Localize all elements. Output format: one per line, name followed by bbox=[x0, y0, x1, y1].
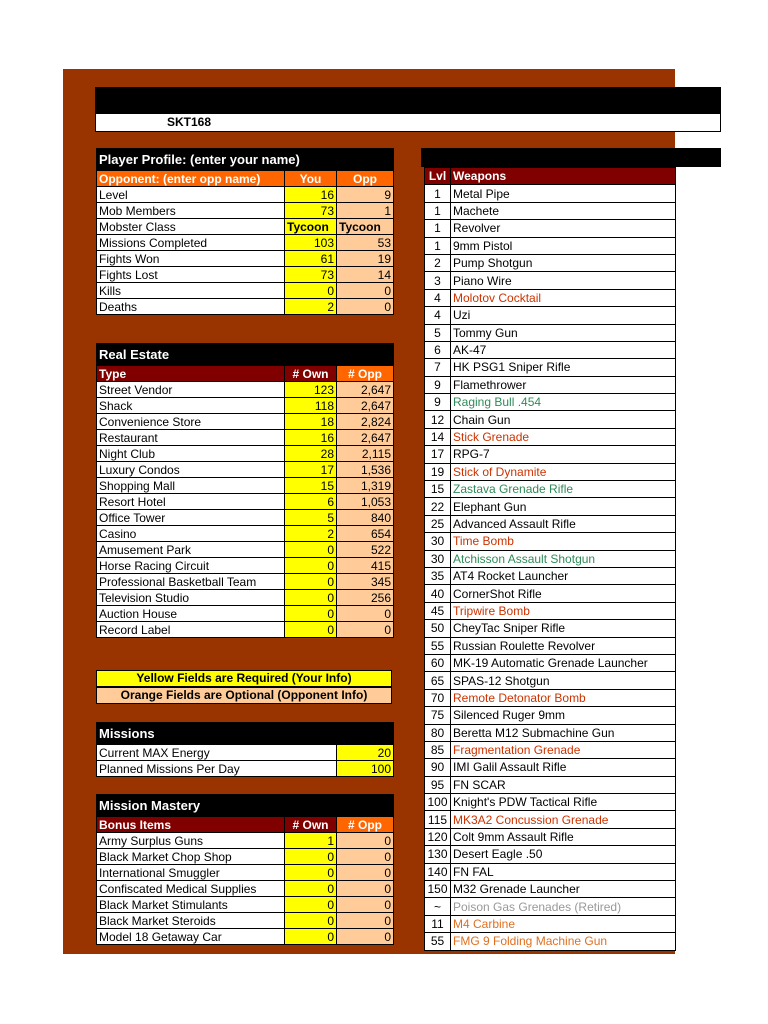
profile-title: Player Profile: (enter your name) bbox=[97, 149, 394, 171]
property-own[interactable]: 16 bbox=[285, 430, 337, 446]
missions-label: Planned Missions Per Day bbox=[97, 761, 337, 777]
weapon-row bbox=[425, 828, 676, 845]
property-opp[interactable]: 2,115 bbox=[337, 446, 394, 462]
profile-label: Level bbox=[97, 187, 285, 203]
property-own[interactable]: 0 bbox=[285, 622, 337, 638]
property-own[interactable]: 18 bbox=[285, 414, 337, 430]
real-estate-row bbox=[97, 414, 394, 430]
weapon-name: Remote Detonator Bomb bbox=[451, 689, 676, 706]
profile-row bbox=[97, 299, 394, 315]
bonus-item-name: Model 18 Getaway Car bbox=[97, 929, 285, 945]
weapon-level: 65 bbox=[425, 672, 451, 689]
weapon-name: Knight's PDW Tactical Rifle bbox=[451, 794, 676, 811]
bonus-item-own[interactable]: 0 bbox=[285, 913, 337, 929]
weapon-level: 9 bbox=[425, 394, 451, 411]
legend-orange: Orange Fields are Optional (Opponent Info) bbox=[96, 687, 392, 704]
weapon-row bbox=[425, 550, 676, 567]
property-own[interactable]: 123 bbox=[285, 382, 337, 398]
real-estate-row bbox=[97, 494, 394, 510]
weapon-level: 35 bbox=[425, 567, 451, 584]
property-type: Auction House bbox=[97, 606, 285, 622]
weapon-name: M32 Grenade Launcher bbox=[451, 881, 676, 898]
weapon-row bbox=[425, 654, 676, 671]
bonus-item-name: Black Market Stimulants bbox=[97, 897, 285, 913]
profile-row bbox=[97, 187, 394, 203]
weapon-row bbox=[425, 724, 676, 741]
weapon-name: Uzi bbox=[451, 307, 676, 324]
weapon-level: ~ bbox=[425, 898, 451, 915]
missions-value[interactable]: 20 bbox=[337, 745, 394, 761]
col-own: # Own bbox=[285, 817, 337, 833]
weapon-row bbox=[425, 759, 676, 776]
weapon-level: 95 bbox=[425, 776, 451, 793]
weapon-name: Elephant Gun bbox=[451, 498, 676, 515]
bonus-item-own[interactable]: 0 bbox=[285, 897, 337, 913]
weapon-level: 1 bbox=[425, 237, 451, 254]
weapon-row bbox=[425, 202, 676, 219]
weapon-name: Tripwire Bomb bbox=[451, 602, 676, 619]
profile-opp-value[interactable]: 0 bbox=[337, 283, 394, 299]
weapon-level: 45 bbox=[425, 602, 451, 619]
profile-opp-value[interactable]: Tycoon bbox=[337, 219, 394, 235]
property-opp[interactable]: 345 bbox=[337, 574, 394, 590]
weapon-name: RPG-7 bbox=[451, 446, 676, 463]
weapon-row bbox=[425, 481, 676, 498]
weapon-name: HK PSG1 Sniper Rifle bbox=[451, 359, 676, 376]
weapon-name: Zastava Grenade Rifle bbox=[451, 481, 676, 498]
real-estate-table bbox=[96, 343, 394, 638]
weapon-row bbox=[425, 689, 676, 706]
bonus-item-own[interactable]: 0 bbox=[285, 865, 337, 881]
bonus-item-opp[interactable]: 0 bbox=[337, 833, 394, 849]
profile-row bbox=[97, 251, 394, 267]
property-opp[interactable]: 1,053 bbox=[337, 494, 394, 510]
weapon-level: 70 bbox=[425, 689, 451, 706]
real-estate-title: Real Estate bbox=[97, 344, 394, 366]
player-name-bar bbox=[95, 113, 721, 132]
property-own[interactable]: 0 bbox=[285, 590, 337, 606]
weapon-name: AT4 Rocket Launcher bbox=[451, 567, 676, 584]
weapon-row bbox=[425, 411, 676, 428]
weapon-row bbox=[425, 602, 676, 619]
profile-label: Fights Won bbox=[97, 251, 285, 267]
bonus-item-opp[interactable]: 0 bbox=[337, 913, 394, 929]
weapon-row bbox=[425, 498, 676, 515]
property-type: Amusement Park bbox=[97, 542, 285, 558]
mastery-title: Mission Mastery bbox=[97, 795, 394, 817]
profile-label: Fights Lost bbox=[97, 267, 285, 283]
weapon-row bbox=[425, 394, 676, 411]
bonus-item-row bbox=[97, 865, 394, 881]
bonus-item-name: Confiscated Medical Supplies bbox=[97, 881, 285, 897]
weapon-level: 6 bbox=[425, 341, 451, 358]
bonus-item-row bbox=[97, 849, 394, 865]
weapon-level: 25 bbox=[425, 515, 451, 532]
real-estate-row bbox=[97, 622, 394, 638]
weapon-row bbox=[425, 863, 676, 880]
weapon-level: 60 bbox=[425, 654, 451, 671]
col-weapons: Weapons bbox=[451, 168, 676, 185]
weapon-name: M4 Carbine bbox=[451, 915, 676, 932]
weapon-level: 17 bbox=[425, 446, 451, 463]
weapon-row bbox=[425, 846, 676, 863]
weapon-name: FMG 9 Folding Machine Gun bbox=[451, 933, 676, 950]
profile-row bbox=[97, 219, 394, 235]
bonus-item-name: International Smuggler bbox=[97, 865, 285, 881]
weapon-row bbox=[425, 672, 676, 689]
property-own[interactable]: 0 bbox=[285, 606, 337, 622]
weapon-level: 55 bbox=[425, 933, 451, 950]
weapon-level: 22 bbox=[425, 498, 451, 515]
weapon-name: FN FAL bbox=[451, 863, 676, 880]
weapon-name: Revolver bbox=[451, 220, 676, 237]
weapon-name: Time Bomb bbox=[451, 533, 676, 550]
weapon-row bbox=[425, 915, 676, 932]
profile-you-value[interactable]: 2 bbox=[285, 299, 337, 315]
weapon-row bbox=[425, 794, 676, 811]
property-own[interactable]: 0 bbox=[285, 574, 337, 590]
weapon-level: 9 bbox=[425, 376, 451, 393]
weapon-name: Machete bbox=[451, 202, 676, 219]
weapon-level: 150 bbox=[425, 881, 451, 898]
weapon-row bbox=[425, 359, 676, 376]
profile-opp-value[interactable]: 14 bbox=[337, 267, 394, 283]
missions-row bbox=[97, 745, 394, 761]
bonus-item-opp[interactable]: 0 bbox=[337, 881, 394, 897]
profile-you-value[interactable]: Tycoon bbox=[285, 219, 337, 235]
real-estate-row bbox=[97, 446, 394, 462]
property-opp[interactable]: 256 bbox=[337, 590, 394, 606]
profile-label: Missions Completed bbox=[97, 235, 285, 251]
col-own: # Own bbox=[285, 366, 337, 382]
weapon-row bbox=[425, 185, 676, 202]
opponent-name-cell[interactable]: Opponent: (enter opp name) bbox=[97, 171, 285, 187]
weapon-row bbox=[425, 515, 676, 532]
weapon-name: MK3A2 Concussion Grenade bbox=[451, 811, 676, 828]
profile-you-value[interactable]: 73 bbox=[285, 203, 337, 219]
profile-table bbox=[96, 148, 394, 315]
weapon-level: 7 bbox=[425, 359, 451, 376]
real-estate-row bbox=[97, 430, 394, 446]
bonus-item-name: Black Market Chop Shop bbox=[97, 849, 285, 865]
property-opp[interactable]: 2,647 bbox=[337, 398, 394, 414]
col-opp: Opp bbox=[337, 171, 394, 187]
property-type: Night Club bbox=[97, 446, 285, 462]
weapon-row bbox=[425, 289, 676, 306]
property-own[interactable]: 0 bbox=[285, 542, 337, 558]
real-estate-row bbox=[97, 526, 394, 542]
property-type: Shopping Mall bbox=[97, 478, 285, 494]
weapon-row bbox=[425, 811, 676, 828]
weapon-level: 90 bbox=[425, 759, 451, 776]
bonus-item-row bbox=[97, 833, 394, 849]
bonus-item-own[interactable]: 0 bbox=[285, 881, 337, 897]
weapon-row bbox=[425, 376, 676, 393]
legend-yellow: Yellow Fields are Required (Your Info) bbox=[96, 670, 392, 687]
weapons-title-bar bbox=[421, 148, 721, 167]
bonus-item-row bbox=[97, 897, 394, 913]
real-estate-row bbox=[97, 542, 394, 558]
property-opp[interactable]: 654 bbox=[337, 526, 394, 542]
bonus-item-opp[interactable]: 0 bbox=[337, 929, 394, 945]
col-opp: # Opp bbox=[337, 817, 394, 833]
property-opp[interactable]: 0 bbox=[337, 622, 394, 638]
player-name: SKT168 bbox=[167, 115, 212, 129]
weapon-name: SPAS-12 Shotgun bbox=[451, 672, 676, 689]
weapon-level: 5 bbox=[425, 324, 451, 341]
weapon-row bbox=[425, 533, 676, 550]
col-type: Type bbox=[97, 366, 285, 382]
weapon-level: 80 bbox=[425, 724, 451, 741]
profile-label: Mobster Class bbox=[97, 219, 285, 235]
property-own[interactable]: 17 bbox=[285, 462, 337, 478]
bonus-item-name: Black Market Steroids bbox=[97, 913, 285, 929]
col-you: You bbox=[285, 171, 337, 187]
property-opp[interactable]: 2,647 bbox=[337, 430, 394, 446]
property-opp[interactable]: 2,824 bbox=[337, 414, 394, 430]
property-opp[interactable]: 1,536 bbox=[337, 462, 394, 478]
property-opp[interactable]: 2,647 bbox=[337, 382, 394, 398]
property-opp[interactable]: 840 bbox=[337, 510, 394, 526]
weapon-row bbox=[425, 341, 676, 358]
weapon-row bbox=[425, 620, 676, 637]
weapon-level: 1 bbox=[425, 220, 451, 237]
property-type: Luxury Condos bbox=[97, 462, 285, 478]
property-type: Horse Racing Circuit bbox=[97, 558, 285, 574]
weapon-level: 15 bbox=[425, 481, 451, 498]
real-estate-row bbox=[97, 590, 394, 606]
weapon-name: Molotov Cocktail bbox=[451, 289, 676, 306]
property-opp[interactable]: 0 bbox=[337, 606, 394, 622]
weapon-row bbox=[425, 463, 676, 480]
weapon-row bbox=[425, 567, 676, 584]
weapon-row bbox=[425, 881, 676, 898]
profile-opp-value[interactable]: 53 bbox=[337, 235, 394, 251]
property-type: Convenience Store bbox=[97, 414, 285, 430]
profile-opp-value[interactable]: 0 bbox=[337, 299, 394, 315]
weapon-row bbox=[425, 254, 676, 271]
weapon-row bbox=[425, 324, 676, 341]
property-type: Street Vendor bbox=[97, 382, 285, 398]
weapon-level: 100 bbox=[425, 794, 451, 811]
profile-row bbox=[97, 235, 394, 251]
property-type: Professional Basketball Team bbox=[97, 574, 285, 590]
property-type: Casino bbox=[97, 526, 285, 542]
profile-you-value[interactable]: 0 bbox=[285, 283, 337, 299]
weapon-name: Beretta M12 Submachine Gun bbox=[451, 724, 676, 741]
weapon-row bbox=[425, 220, 676, 237]
weapon-row bbox=[425, 446, 676, 463]
real-estate-row bbox=[97, 606, 394, 622]
weapon-level: 50 bbox=[425, 620, 451, 637]
weapon-level: 55 bbox=[425, 637, 451, 654]
weapon-name: CheyTac Sniper Rifle bbox=[451, 620, 676, 637]
real-estate-row bbox=[97, 462, 394, 478]
weapon-row bbox=[425, 585, 676, 602]
weapon-row bbox=[425, 237, 676, 254]
profile-label: Deaths bbox=[97, 299, 285, 315]
weapon-name: Stick Grenade bbox=[451, 428, 676, 445]
property-own[interactable]: 0 bbox=[285, 558, 337, 574]
weapon-name: Atchisson Assault Shotgun bbox=[451, 550, 676, 567]
bonus-item-name: Army Surplus Guns bbox=[97, 833, 285, 849]
weapon-row bbox=[425, 898, 676, 915]
weapon-row bbox=[425, 428, 676, 445]
missions-table bbox=[96, 722, 394, 777]
col-lvl: Lvl bbox=[425, 168, 451, 185]
weapon-name: Poison Gas Grenades (Retired) bbox=[451, 898, 676, 915]
bonus-item-row bbox=[97, 929, 394, 945]
property-opp[interactable]: 522 bbox=[337, 542, 394, 558]
weapon-name: Colt 9mm Assault Rifle bbox=[451, 828, 676, 845]
profile-you-value[interactable]: 61 bbox=[285, 251, 337, 267]
weapon-name: Piano Wire bbox=[451, 272, 676, 289]
bonus-item-opp[interactable]: 0 bbox=[337, 849, 394, 865]
bonus-item-row bbox=[97, 881, 394, 897]
property-type: Record Label bbox=[97, 622, 285, 638]
weapon-name: Metal Pipe bbox=[451, 185, 676, 202]
weapon-level: 2 bbox=[425, 254, 451, 271]
missions-value[interactable]: 100 bbox=[337, 761, 394, 777]
weapon-level: 1 bbox=[425, 185, 451, 202]
property-own[interactable]: 28 bbox=[285, 446, 337, 462]
profile-you-value[interactable]: 16 bbox=[285, 187, 337, 203]
profile-opp-value[interactable]: 19 bbox=[337, 251, 394, 267]
profile-label: Mob Members bbox=[97, 203, 285, 219]
weapon-name: MK-19 Automatic Grenade Launcher bbox=[451, 654, 676, 671]
weapon-level: 85 bbox=[425, 741, 451, 758]
property-type: Restaurant bbox=[97, 430, 285, 446]
real-estate-row bbox=[97, 382, 394, 398]
property-type: Shack bbox=[97, 398, 285, 414]
profile-opp-value[interactable]: 1 bbox=[337, 203, 394, 219]
property-own[interactable]: 118 bbox=[285, 398, 337, 414]
weapon-row bbox=[425, 707, 676, 724]
weapon-name: Advanced Assault Rifle bbox=[451, 515, 676, 532]
real-estate-row bbox=[97, 558, 394, 574]
profile-row bbox=[97, 267, 394, 283]
property-own[interactable]: 2 bbox=[285, 526, 337, 542]
col-bonus-items: Bonus Items bbox=[97, 817, 285, 833]
mastery-table bbox=[96, 794, 394, 945]
property-type: Office Tower bbox=[97, 510, 285, 526]
weapon-level: 11 bbox=[425, 915, 451, 932]
weapon-level: 14 bbox=[425, 428, 451, 445]
profile-label: Kills bbox=[97, 283, 285, 299]
weapon-name: AK-47 bbox=[451, 341, 676, 358]
real-estate-row bbox=[97, 478, 394, 494]
weapon-level: 140 bbox=[425, 863, 451, 880]
weapon-name: IMI Galil Assault Rifle bbox=[451, 759, 676, 776]
missions-title: Missions bbox=[97, 723, 394, 745]
title-bar bbox=[95, 87, 721, 113]
weapon-level: 4 bbox=[425, 289, 451, 306]
property-opp[interactable]: 415 bbox=[337, 558, 394, 574]
property-own[interactable]: 5 bbox=[285, 510, 337, 526]
weapon-name: 9mm Pistol bbox=[451, 237, 676, 254]
weapon-level: 19 bbox=[425, 463, 451, 480]
weapon-level: 115 bbox=[425, 811, 451, 828]
property-type: Resort Hotel bbox=[97, 494, 285, 510]
real-estate-row bbox=[97, 574, 394, 590]
weapon-level: 30 bbox=[425, 533, 451, 550]
property-own[interactable]: 6 bbox=[285, 494, 337, 510]
profile-opp-value[interactable]: 9 bbox=[337, 187, 394, 203]
weapon-level: 4 bbox=[425, 307, 451, 324]
weapon-name: Russian Roulette Revolver bbox=[451, 637, 676, 654]
weapon-level: 75 bbox=[425, 707, 451, 724]
weapon-level: 12 bbox=[425, 411, 451, 428]
bonus-item-opp[interactable]: 0 bbox=[337, 865, 394, 881]
weapon-name: Tommy Gun bbox=[451, 324, 676, 341]
weapon-name: Desert Eagle .50 bbox=[451, 846, 676, 863]
weapon-name: CornerShot Rifle bbox=[451, 585, 676, 602]
weapons-table bbox=[424, 167, 676, 951]
real-estate-row bbox=[97, 510, 394, 526]
bonus-item-own[interactable]: 0 bbox=[285, 849, 337, 865]
weapon-row bbox=[425, 307, 676, 324]
weapon-name: Pump Shotgun bbox=[451, 254, 676, 271]
weapon-row bbox=[425, 741, 676, 758]
bonus-item-own[interactable]: 0 bbox=[285, 929, 337, 945]
property-opp[interactable]: 1,319 bbox=[337, 478, 394, 494]
weapon-level: 120 bbox=[425, 828, 451, 845]
bonus-item-opp[interactable]: 0 bbox=[337, 897, 394, 913]
property-own[interactable]: 15 bbox=[285, 478, 337, 494]
real-estate-row bbox=[97, 398, 394, 414]
profile-you-value[interactable]: 103 bbox=[285, 235, 337, 251]
weapon-level: 3 bbox=[425, 272, 451, 289]
weapon-name: Silenced Ruger 9mm bbox=[451, 707, 676, 724]
weapon-name: FN SCAR bbox=[451, 776, 676, 793]
property-type: Television Studio bbox=[97, 590, 285, 606]
bonus-item-own[interactable]: 1 bbox=[285, 833, 337, 849]
weapon-level: 30 bbox=[425, 550, 451, 567]
weapon-level: 1 bbox=[425, 202, 451, 219]
weapon-level: 40 bbox=[425, 585, 451, 602]
weapon-row bbox=[425, 776, 676, 793]
weapon-name: Raging Bull .454 bbox=[451, 394, 676, 411]
profile-row bbox=[97, 283, 394, 299]
weapon-name: Chain Gun bbox=[451, 411, 676, 428]
missions-row bbox=[97, 761, 394, 777]
bonus-item-row bbox=[97, 913, 394, 929]
col-opp: # Opp bbox=[337, 366, 394, 382]
weapon-row bbox=[425, 637, 676, 654]
weapon-name: Flamethrower bbox=[451, 376, 676, 393]
weapon-row bbox=[425, 933, 676, 950]
weapon-level: 130 bbox=[425, 846, 451, 863]
weapon-row bbox=[425, 272, 676, 289]
weapon-name: Fragmentation Grenade bbox=[451, 741, 676, 758]
missions-label: Current MAX Energy bbox=[97, 745, 337, 761]
profile-row bbox=[97, 203, 394, 219]
weapon-name: Stick of Dynamite bbox=[451, 463, 676, 480]
profile-you-value[interactable]: 73 bbox=[285, 267, 337, 283]
